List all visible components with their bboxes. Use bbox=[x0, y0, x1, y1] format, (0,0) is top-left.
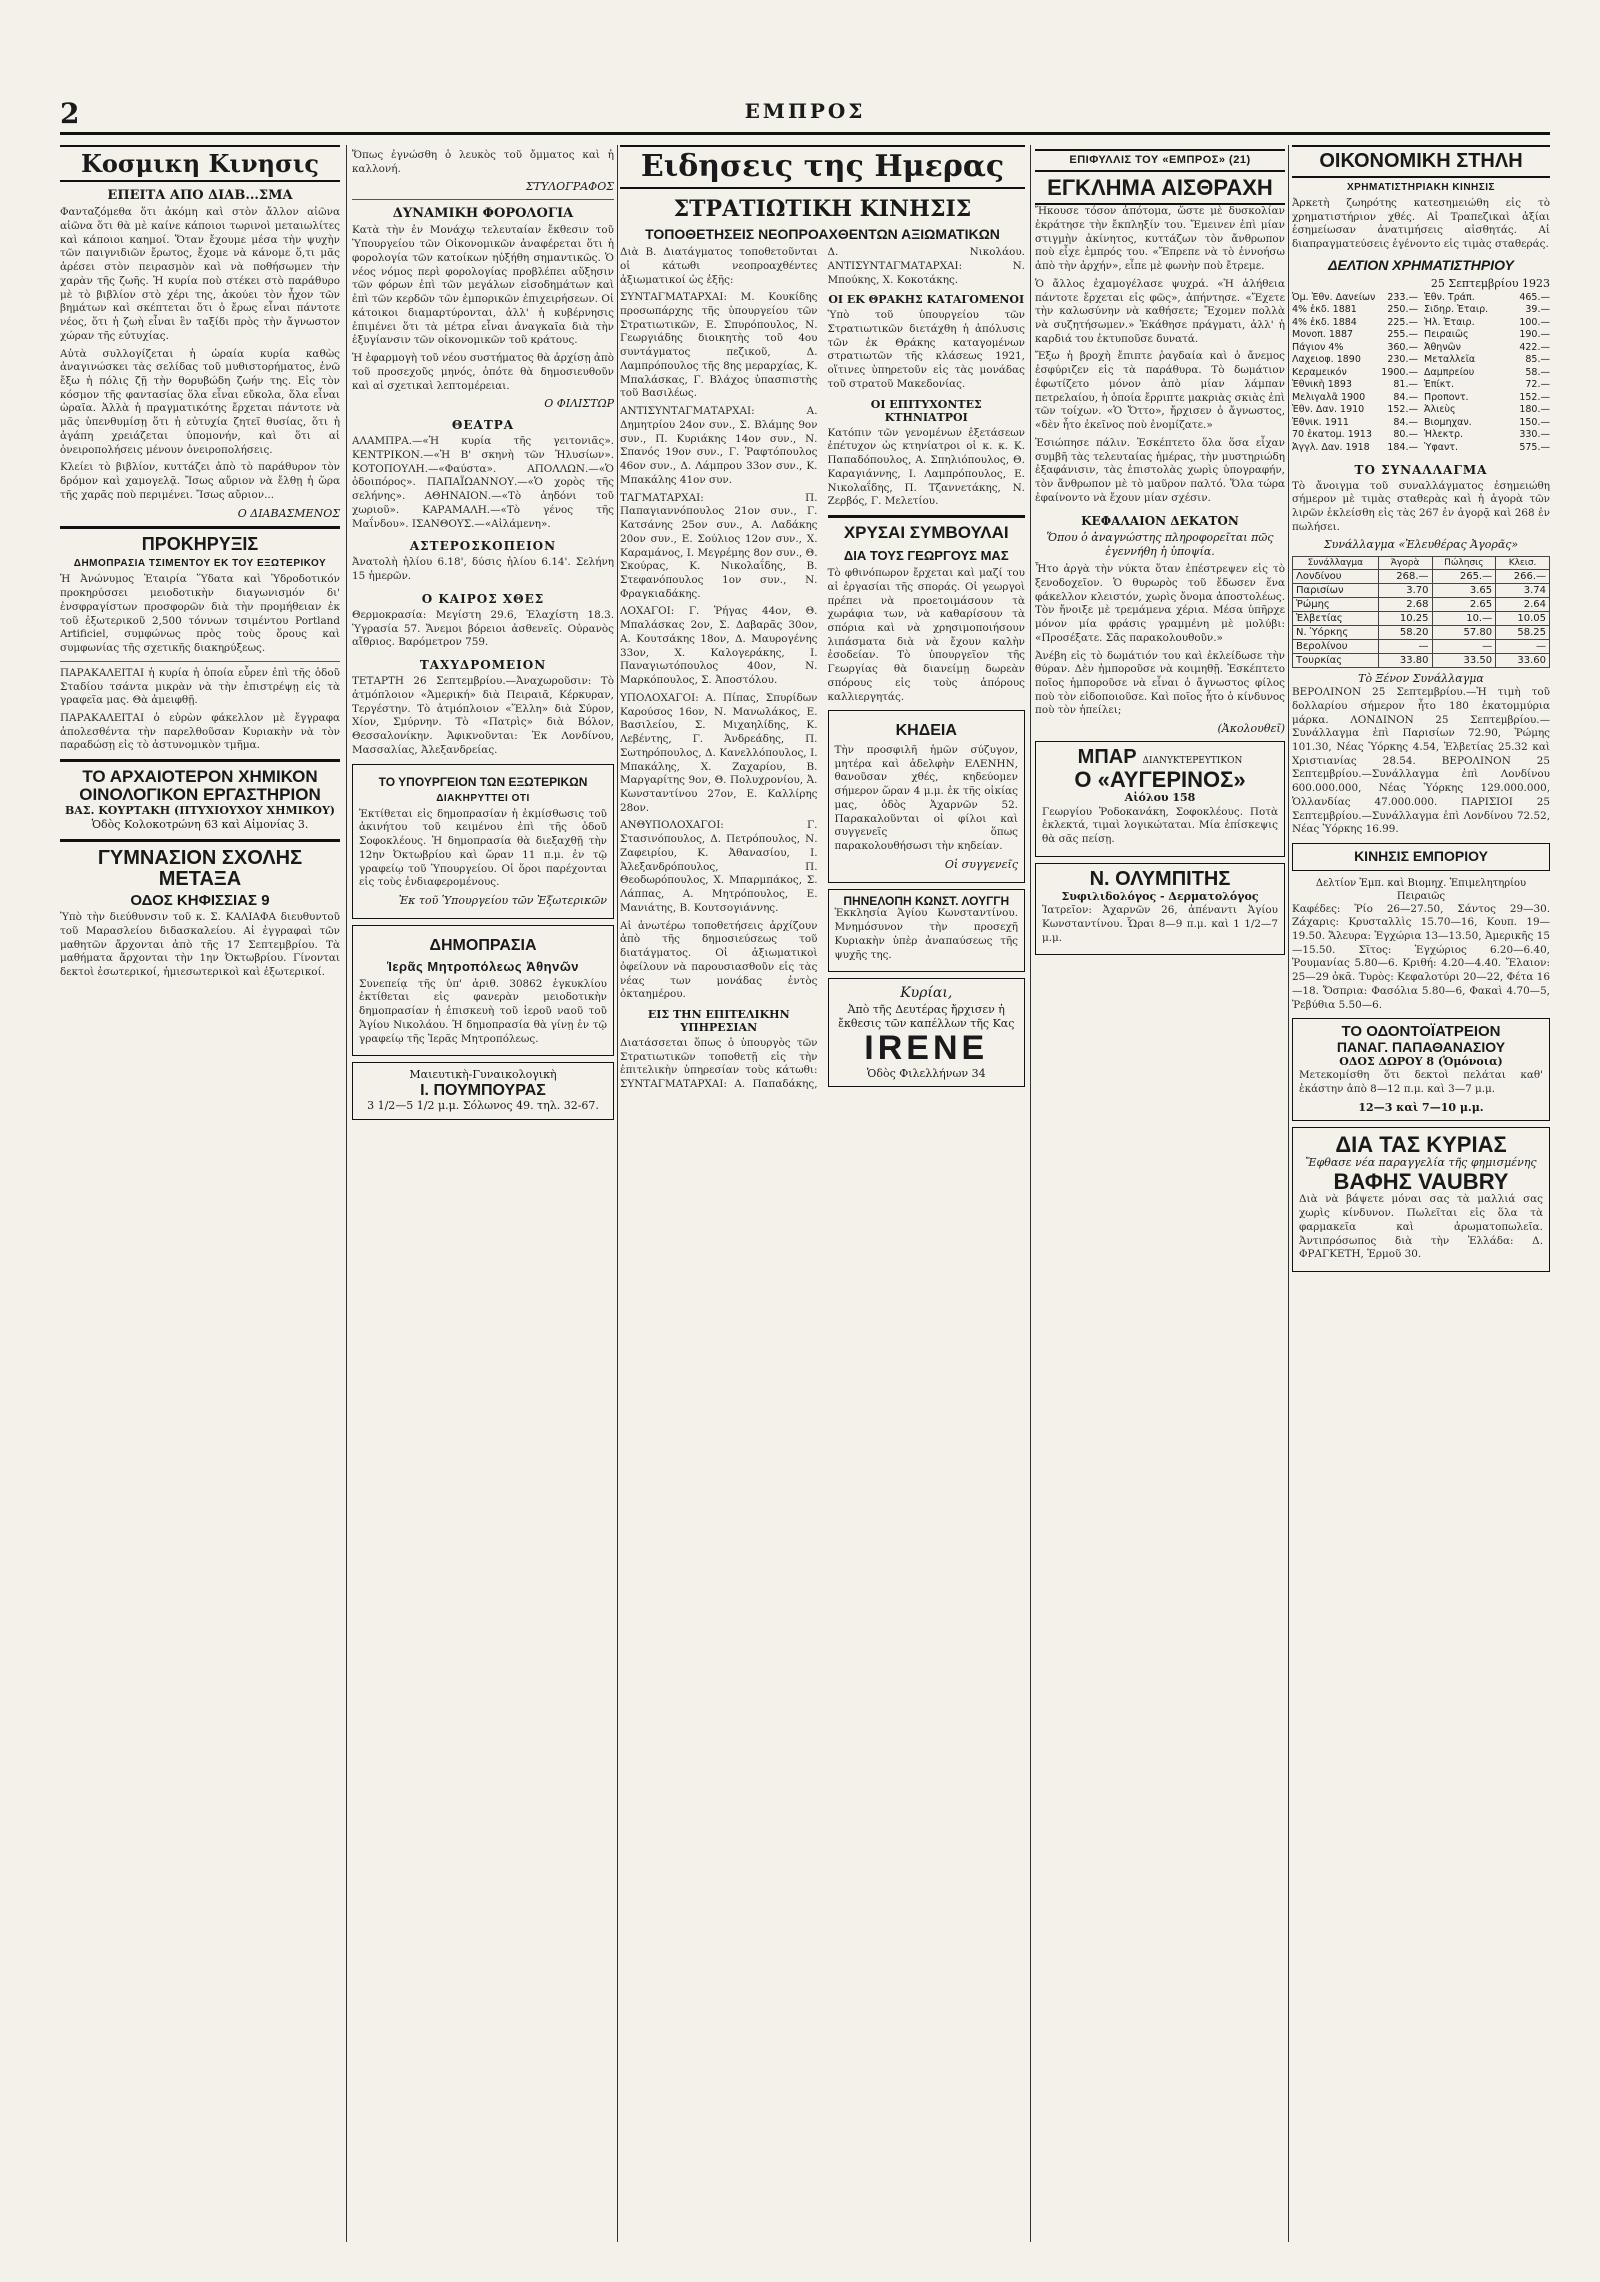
divider bbox=[60, 526, 340, 529]
quote-name: Πειραιῶς bbox=[1424, 329, 1469, 341]
bar-ad-address: Αἰόλου 158 bbox=[1124, 791, 1196, 805]
rates-body bbox=[1293, 569, 1550, 667]
quote-row bbox=[1424, 329, 1550, 342]
quote-name: Δαμπρείου bbox=[1424, 366, 1475, 378]
column-social bbox=[60, 145, 340, 2242]
serial-paragraph: Ἀνέβη εἰς τὸ δωμάτιόν του καὶ ἐκλείδωσε τὴν θύραν. Δὲν ἠμποροῦσε νὰ κοιμηθῇ. Ἐσκέπτετο ποῖος ἠμποροῦσε νὰ εἶναι ὁ ἄγνωστος φίλος ποὺ τὸν εἰδοποιοῦσε. Καὶ ποῖος ἦτο ὁ κίνδυνος ποὺ τὸν ἠπείλει; bbox=[1035, 649, 1285, 717]
quote-name: Ἐθν. Δαν. 1910 bbox=[1292, 404, 1365, 416]
tax-body: Ἡ ἐφαρμογὴ τοῦ νέου συστήματος θὰ ἀρχίσῃ ἀπὸ τοῦ προσεχοῦς μηνός, ὁπότε θὰ δημοσιευθοῦν καὶ αἱ σχετικαὶ λεπτομέρειαι. bbox=[352, 352, 614, 392]
rates-cell: — bbox=[1496, 639, 1550, 653]
observatory-body: Ἀνατολὴ ἡλίου 6.18', δύσις ἡλίου 6.14'. Σελήνη 15 ἡμερῶν. bbox=[352, 556, 614, 583]
quote-row bbox=[1424, 342, 1550, 355]
quote-value: 100.— bbox=[1519, 316, 1550, 328]
quote-value: 233.— bbox=[1387, 291, 1418, 303]
rates-cell: 3.65 bbox=[1432, 583, 1496, 597]
quote-row bbox=[1424, 379, 1550, 392]
column-serial bbox=[1035, 145, 1285, 2242]
serial-paragraph: Ἐσιώπησε πάλιν. Ἐσκέπτετο ὅλα ὅσα εἶχαν συμβῆ τὰς τελευταίας ἡμέρας, τὴν μυστηριώδη ἐξαφάνισιν, τὰς ἐπιστολὰς χωρὶς ὑπογραφήν, τὸν ἄνθρωπον μὲ τὸ μαῦρον παλτό. Ὅλα τώρα ἐφαίνοντο νὰ ἔχουν μίαν σχέσιν. bbox=[1035, 436, 1285, 504]
economy-subheading: ΧΡΗΜΑΤΙΣΤΗΡΙΑΚΗ ΚΙΝΗΣΙΣ bbox=[1346, 182, 1496, 193]
rates-cell: 10.— bbox=[1432, 611, 1496, 625]
serial-paragraph: Ὁ ἄλλος ἐχαμογέλασε ψυχρά. «Ἡ ἀλήθεια πάντοτε ἔρχεται εἰς φῶς», ἀπήντησε. «Ἔχετε τὴν καλωσύνην νὰ καθήσετε; Ἔχομεν πολλὰ νὰ συζητήσωμεν.» Ἐκάθησε πράγματι, ἀλλ' ἡ καρδιά του ἐκτυποῦσε δυνατά. bbox=[1035, 277, 1285, 345]
rates-row bbox=[1293, 569, 1550, 583]
quote-row bbox=[1424, 404, 1550, 417]
news-paragraph: Διὰ Β. Διατάγματος τοποθετοῦνται οἱ κάτωθι νεοπροαχθέντες ἀξιωματικοί ὡς ἑξῆς: bbox=[620, 246, 818, 286]
quote-value: 360.— bbox=[1387, 341, 1418, 353]
quote-value: 184.— bbox=[1387, 442, 1418, 453]
quote-value: 81.— bbox=[1393, 379, 1418, 391]
irene-ad bbox=[828, 978, 1026, 1087]
quote-name: Προποντ. bbox=[1424, 391, 1469, 403]
quote-value: 152.— bbox=[1387, 404, 1418, 416]
news-subheading: ΕΙΣ ΤΗΝ ΕΠΙΤΕΛΙΚΗΝ ΥΠΗΡΕΣΙΑΝ bbox=[647, 1008, 790, 1034]
news-paragraph: ΑΝΤΙΣΥΝΤΑΓΜΑΤΑΡΧΑΙ: Α. Δημητρίου 24ον συν., Σ. Βλάμης 9ον συν., Π. Κυριάκης 14ον συν., Ν. Σπανός 19ον συν., Γ. Ῥαφτόπουλος 46ον συν., Δ. Λάμπρου 33ον συν., Κ. Μπακάλης 41ον συν. bbox=[620, 405, 818, 486]
clinic-ad-name: Ι. ΠΟΥΜΠΟΥΡΑΣ bbox=[420, 1081, 546, 1099]
quote-row bbox=[1292, 304, 1418, 317]
bar-ad-subtitle: ΔΙΑΝΥΚΤΕΡΕΥΤΙΚΟΝ bbox=[1142, 756, 1243, 767]
rates-cell: 10.25 bbox=[1378, 611, 1432, 625]
rates-cell: 2.68 bbox=[1378, 597, 1432, 611]
news-paragraph: ΥΠΟΛΟΧΑΓΟΙ: Α. Πίπας, Σπυρίδων Καρούσος 16ον, Ν. Μανωλάκος, Ε. Βασιλείου, Σ. Μιχαηλίδης, Κ. Λεβέντης, Γ. Ἀνδρεάδης, Π. Σωτηρόπουλος, Δ. Κανελλόπουλος, Ι. Μπακάλης, Χ. Ζαχαρίου, Β. Μαργαρίτης 9ον, Θ. Πολυχρονίου, Ἀ. Κωνσταντίνου 27ον, Ε. Καλλίρης 28ον. bbox=[620, 691, 818, 814]
lost-notice: ΠΑΡΑΚΑΛΕΙΤΑΙ ὁ εὑρὼν φάκελλον μὲ ἔγγραφα ἀπολεσθέντα τὴν παρελθοῦσαν Κυριακὴν νὰ τὸν παραδώσῃ εἰς τὸ ἀστυνομικὸν τμῆμα. bbox=[60, 712, 340, 752]
weather-heading: Ο ΚΑΙΡΟΣ ΧΘΕΣ bbox=[421, 591, 545, 606]
lost-notice: ΠΑΡΑΚΑΛΕΙΤΑΙ ἡ κυρία ἡ ὁποία εὗρεν ἐπὶ τῆς ὁδοῦ Σταδίου τσάντα μικρὰν νὰ τὴν ἐπιστρέψῃ εἰς τὰ γραφεῖα μας. Θὰ ἀμειφθῇ. bbox=[60, 666, 340, 707]
post-heading: ΤΑΧΥΔΡΟΜΕΙΟΝ bbox=[419, 658, 547, 673]
rates-table bbox=[1292, 556, 1550, 668]
divider bbox=[60, 661, 340, 662]
quote-row bbox=[1424, 292, 1550, 305]
rates-cell: Βερολίνου bbox=[1293, 639, 1379, 653]
quote-row bbox=[1424, 317, 1550, 330]
dental-ad bbox=[1292, 1018, 1550, 1121]
commerce-body: Καφέδες: Ῥίο 26—27.50, Σάντος 29—30. Ζάχαρις: Κρυσταλλὶς 15.70—16, Κουπ. 19—19.50. Ἄλευρα: Ἐγχώρια 13—13.50, Ἀμερικῆς 15—15.50. Σῖτος: Ἐγχώριος 6.20—6.40, Ῥουμανίας 5.80—6. Κριθή: 4.20—4.40. Ἔλαιον: 25—29 ὀκᾶ. Τυρὸς: Κεφαλοτύρι 20—22, Φέτα 16—18. Ὄσπρια: Φασόλια 5.80—6, Φακαὶ 4.70—5, Ῥεβύθια 5.50—6. bbox=[1292, 902, 1550, 1011]
rates-cell: Ν. Ὑόρκης bbox=[1293, 625, 1379, 639]
news-paragraph: Ὑπὸ τοῦ ὑπουργείου τῶν Στρατιωτικῶν διετάχθη ἡ ἀπόλυσις τῶν ἐκ Θράκης καταγομένων στρατιωτῶν τῆς κλάσεως 1921, οἵτινες ὑπηρετοῦν εἰς τὰς μονάδας τοῦ στρατοῦ Μακεδονίας. bbox=[827, 309, 1025, 390]
rates-cell: 2.64 bbox=[1496, 597, 1550, 611]
masthead bbox=[60, 95, 1550, 135]
quote-name: Πάγιον 4% bbox=[1292, 341, 1344, 353]
column-news bbox=[620, 145, 1025, 2242]
memorial-notice bbox=[828, 889, 1026, 973]
notice-heading: ΠΡΟΚΗΡΥΞΙΣ bbox=[141, 533, 259, 554]
quote-name: Ὀμ. Ἐθν. Δανείων bbox=[1292, 291, 1376, 303]
bar-ad-title: Ο «ΑΥΓΕΡΙΝΟΣ» bbox=[1074, 767, 1246, 793]
clinic-ad-title: Μαιευτικὴ-Γυναικολογικὴ bbox=[409, 1068, 557, 1082]
tax-body: Κατὰ τὴν ἐν Μονάχῳ τελευταίαν ἔκθεσιν τοῦ Ὑπουργείου τῶν Οἰκονομικῶν ἀναφέρεται ὅτι ἡ φορολογία τῶν κατοίκων ηὐξήθη σημαντικῶς. Ὁ νέος νόμος περὶ φορολογίας προβλέπει αὔξησιν τῶν φόρων ἐπὶ τῶν μεγάλων εἰσοδημάτων καὶ ἐπὶ τῶν κερδῶν τῶν ἐμπορικῶν ἐπιχειρήσεων. Οἱ κάτοικοι διαμαρτύρονται, ἀλλ' ἡ κυβέρνησις ἐπιμένει ὅτι τὰ μέτρα εἶναι ἀναγκαῖα διὰ τὴν ἐξυγίανσιν τῶν οἰκονομικῶν τοῦ κράτους. bbox=[352, 224, 614, 347]
quote-row bbox=[1292, 367, 1418, 380]
story-signature: ΣΤΥΛΟΓΡΑΦΟΣ bbox=[525, 180, 614, 194]
serial-paragraph: Ἔξω ἡ βροχὴ ἔπιπτε ῥαγδαία καὶ ὁ ἄνεμος ἐσφύριζεν εἰς τὰ παράθυρα. Τὸ δωμάτιον ἐφωτίζετο μόνον ἀπὸ μίαν λάμπαν πετρελαίου, ἡ ὁποία ἔρριπτε μακριὰς σκιὰς ἐπὶ τῶν τοίχων. «Ὁ Ὄττο», ἤρχισεν ὁ ἄγνωστος, «δὲν ἦτο ἐκεῖνος ποὺ ἐνομίζατε.» bbox=[1035, 350, 1285, 432]
rates-cell: 268.— bbox=[1378, 569, 1432, 583]
quote-value: 465.— bbox=[1519, 291, 1550, 303]
doctor-ad-specialty: Συφιλιδολόγος - Δερματολόγος bbox=[1061, 889, 1259, 903]
quote-name: Ἡλ. Ἑταιρ. bbox=[1424, 316, 1475, 328]
quote-value: 152.— bbox=[1519, 391, 1550, 403]
quote-row bbox=[1292, 317, 1418, 330]
school-ad-title: ΓΥΜΝΑΣΙΟΝ ΣΧΟΛΗΣ ΜΕΤΑΞΑ bbox=[97, 846, 303, 890]
quote-name: 70 ἑκατομ. 1913 bbox=[1292, 429, 1372, 441]
clinic-ad-hours: 3 1/2—5 1/2 μ.μ. Σόλωνος 49. τηλ. 32-67. bbox=[367, 1099, 599, 1113]
news-subheading: ΟΙ ΕΚ ΘΡΑΚΗΣ ΚΑΤΑΓΟΜΕΝΟΙ bbox=[828, 293, 1025, 307]
bar-ad-name: ΜΠΑΡ bbox=[1077, 746, 1137, 769]
story-heading: ΕΠΕΙΤΑ ΑΠΟ ΔΙΑΒ...ΣΜΑ bbox=[107, 188, 293, 204]
serial-continued: (Ἀκολουθεῖ) bbox=[1217, 722, 1285, 736]
quote-name: Ἀγγλ. Δαν. 1918 bbox=[1292, 442, 1370, 453]
quote-value: 1900.— bbox=[1381, 366, 1418, 378]
ladies-ad-body: Διὰ νὰ βάψετε μόναι σας τὰ μαλλιά σας χωρὶς κίνδυνον. Πωλεῖται εἰς ὅλα τὰ φαρμακεῖα καὶ ἀρωματοπωλεῖα. Ἀντιπρόσωπος διὰ τὴν Ἑλλάδα: Δ. ΦΡΑΓΚΕΤΗ, Ἑρμοῦ 30. bbox=[1299, 1193, 1543, 1261]
quote-row bbox=[1292, 442, 1418, 455]
irene-ad-name: IRENE bbox=[864, 1029, 989, 1068]
quote-row bbox=[1292, 404, 1418, 417]
shares-list bbox=[1424, 292, 1550, 455]
rates-cell: — bbox=[1378, 639, 1432, 653]
news-headline: ΣΤΡΑΤΙΩΤΙΚΗ ΚΙΝΗΣΙΣ bbox=[673, 195, 972, 222]
foreign-body: ΒΕΡΟΛΙΝΟΝ 25 Σεπτεμβρίου.—Ἡ τιμὴ τοῦ δολλαρίου σήμερον ἦτο 180 ἑκατομμύρια μάρκα. ΛΟΝΔΙΝΟΝ 25 Σεπτεμβρίου.—Συνάλλαγμα ἐπὶ Παρισίων 72.90, Ῥώμης 101.30, Νέας Ὑόρκης 4.54, Ἑλβετίας 25.32 καὶ Χριστιανίας 28.54. ΒΕΡΟΛΙΝΟΝ 25 Σεπτεμβρίου.—Συνάλλαγμα ἐπὶ Λονδίνου 600.000.000, Νέας Ὑόρκης 129.000.000, Ὁλλανδίας 47.000.000. ΠΑΡΙΣΙΟΙ 25 Σεπτεμβρίου.—Συνάλλαγμα ἐπὶ Λονδίνου 72.52, Νέας Ὑόρκης 16.99. bbox=[1292, 686, 1550, 836]
column-misc bbox=[352, 145, 614, 2242]
rates-cell: 58.25 bbox=[1496, 625, 1550, 639]
divider bbox=[60, 759, 340, 762]
quote-row bbox=[1424, 354, 1550, 367]
funeral-body: Τὴν προσφιλῆ ἡμῶν σύζυγον, μητέρα καὶ ἀδελφὴν ΕΛΕΝΗΝ, θανοῦσαν χθές, κηδεύομεν σήμερον ὥραν 4 μ.μ. ἐκ τῆς οἰκίας μας, ὁδὸς Ἀχαρνῶν 52. Παρακαλοῦνται οἱ φίλοι καὶ συγγενεῖς ὅπως παρακολουθήσωσι τὴν κηδείαν. bbox=[834, 744, 1018, 853]
dental-ad-body: Μετεκομίσθη ὅτι δεκτοὶ πελάται καθ' ἑκάστην ἀπὸ 8—12 π.μ. καὶ 3—7 μ.μ. bbox=[1299, 1069, 1543, 1095]
news-paragraph: Κατόπιν τῶν γενομένων ἐξετάσεων ἐπέτυχον ὡς κτηνίατροι οἱ κ. κ. Κ. Παπαδόπουλος, Α. Σπηλιόπουλος, Θ. Καραγιάννης, Ι. Λαμπρόπουλος, Ε. Νικολαΐδης, Π. Τζαννετάκης, Ν. Ζερβός, Γ. Μελετίου. bbox=[827, 426, 1025, 508]
quote-row bbox=[1292, 392, 1418, 405]
rates-cell: 57.80 bbox=[1432, 625, 1496, 639]
quote-name: Ἀθηνῶν bbox=[1424, 341, 1461, 353]
funeral-signature: Οἱ συγγενεῖς bbox=[944, 857, 1018, 871]
rates-cell: 33.60 bbox=[1496, 653, 1550, 667]
chapter-subheading: Ὅπου ὁ ἀναγνώστης πληροφορεῖται πῶς ἐγεννήθη ἡ ὑποψία. bbox=[1046, 530, 1274, 558]
funeral-notice bbox=[828, 710, 1026, 882]
rates-row bbox=[1293, 653, 1550, 667]
lab-ad-owner: ΒΑΣ. ΚΟΥΡΤΑΚΗ (ΠΤΥΧΙΟΥΧΟΥ ΧΗΜΙΚΟΥ) bbox=[64, 803, 336, 817]
irene-ad-intro: Κυρίαι, bbox=[900, 985, 953, 1002]
ladies-ad-subtitle: Ἔφθασε νέα παραγγελία τῆς φημισμένης bbox=[1305, 1156, 1537, 1169]
news-paragraph: ΛΟΧΑΓΟΙ: Γ. Ῥήγας 44ον, Θ. Μπαλάσκας 2ον, Σ. Δαβαρᾶς 30ον, Α. Κουτσάκης 18ον, Δ. Μαυρογένης 33ον, Χ. Καλογεράκης, Ι. Παναγιωτόπουλος 40ον, Ν. Μαρκόπουλος, Σ. Ἀποστόλου. bbox=[620, 605, 818, 687]
story-signature: Ο ΔΙΑΒΑΣΜΕΝΟΣ bbox=[237, 506, 340, 520]
ministry-signature: Ἐκ τοῦ Ὑπουργείου τῶν Ἐξωτερικῶν bbox=[398, 894, 607, 908]
quote-row bbox=[1424, 417, 1550, 430]
quote-value: 72.— bbox=[1525, 379, 1550, 391]
dental-ad-hours: 12—3 καὶ 7—10 μ.μ. bbox=[1358, 1100, 1484, 1114]
theatre-listings: ΑΛΑΜΠΡΑ.—«Ἡ κυρία τῆς γειτονιᾶς». ΚΕΝΤΡΙΚΟΝ.—«Ἡ Β' σκηνὴ τῶν Ἠλυσίων». ΚΟΤΟΠΟΥΛΗ.—«Φαύστα». ΑΠΟΛΛΩΝ.—«Ὁ ὁδοιπόρος». ΠΑΠΑΪΩΑΝΝΟΥ.—«Ὁ χορὸς τῆς σελήνης». ΑΘΗΝΑΙΟΝ.—«Τὸ ἀηδόνι τοῦ χωριοῦ». ΚΑΡΑΜΑΛΗ.—«Τὸ γένος τῆς Μαΐνδου». ΙΣΑΝΘΟΥΣ.—«Αἰλάμενη». bbox=[352, 435, 614, 530]
quote-row bbox=[1424, 392, 1550, 405]
commerce-subheading: Δελτίον Ἐμπ. καὶ Βιομηχ. Ἐπιμελητηρίου Πειραιῶς bbox=[1315, 877, 1527, 902]
rates-column-header: Συνάλλαγμα bbox=[1293, 556, 1379, 569]
quote-row bbox=[1292, 354, 1418, 367]
commerce-box bbox=[1292, 843, 1550, 870]
serial-heading: ΕΠΙΦΥΛΛΙΣ ΤΟΥ «ΕΜΠΡΟΣ» (21) bbox=[1035, 149, 1285, 166]
economy-intro: Ἀρκετὴ ζωηρότης κατεσημειώθη εἰς τὸ χρηματιστήριον χθές. Αἱ Τραπεζικαὶ ἀξίαι ἐσημείωσαν ἀνατιμήσεις αἰσθητάς. Αἱ διαπραγματεύσεις ἐγένοντο εἰς τιμὰς σταθεράς. bbox=[1292, 197, 1550, 251]
serial-paragraph: Ἤκουσε τόσον ἀπότομα, ὥστε μὲ δυσκολίαν ἐκράτησε τὴν ἔκπληξίν του. Ἔμεινεν ἐπὶ μίαν στιγμὴν ἀκίνητος, κυττάζων τὸν ἄνθρωπον ποὺ εἶχε ἐμπρός του. «Ἔπρεπε νὰ τὸ ἐννοήσω ἀπὸ τὴν ἀρχήν», εἶπε μὲ φωνὴν ποὺ ἔτρεμε. bbox=[1035, 205, 1285, 273]
serial-title: ΕΓΚΛΗΜΑ ΑΙΣΘΡΑΧΗ bbox=[1035, 170, 1285, 205]
quote-value: 180.— bbox=[1519, 404, 1550, 416]
quote-name: Μεταλλεῖα bbox=[1424, 354, 1476, 366]
rates-cell: Ἑλβετίας bbox=[1293, 611, 1379, 625]
school-ad-address: ΟΔΟΣ ΚΗΦΙΣΣΙΑΣ 9 bbox=[130, 891, 270, 909]
divider bbox=[352, 199, 614, 200]
column-economy bbox=[1292, 145, 1550, 2242]
rates-cell: 266.— bbox=[1496, 569, 1550, 583]
observatory-heading: ΑΣΤΕΡΟΣΚΟΠΕΙΟΝ bbox=[409, 539, 557, 554]
quote-row bbox=[1292, 379, 1418, 392]
page-number: 2 bbox=[60, 97, 80, 130]
rates-row bbox=[1293, 597, 1550, 611]
rates-cell: Λονδίνου bbox=[1293, 569, 1379, 583]
quote-value: 190.— bbox=[1519, 329, 1550, 341]
ladies-ad bbox=[1292, 1127, 1550, 1272]
quote-name: 4% ἐκδ. 1881 bbox=[1292, 304, 1357, 316]
news-subheading: ΟΙ ΕΠΙΤΥΧΟΝΤΕΣ ΚΤΗΝΙΑΤΡΟΙ bbox=[870, 397, 982, 424]
divider bbox=[828, 515, 1026, 518]
quote-name: Λαχειοφ. 1890 bbox=[1292, 354, 1361, 366]
ministry-heading: ΤΟ ΥΠΟΥΡΓΕΙΟΝ ΤΩΝ ΕΞΩΤΕΡΙΚΩΝ bbox=[378, 774, 588, 789]
quote-name: Ἐθν. Τράπ. bbox=[1424, 291, 1475, 303]
quote-row bbox=[1292, 342, 1418, 355]
column-rule bbox=[346, 145, 347, 2242]
quote-name: Ἠλεκτρ. bbox=[1424, 429, 1464, 441]
ministry-body: Ἐκτίθεται εἰς δημοπρασίαν ἡ ἐκμίσθωσις τοῦ ἀκινήτου τοῦ κειμένου ἐπὶ τῆς ὁδοῦ Σοφοκλέους. Ἡ δημοπρασία θὰ διεξαχθῇ τὴν 12ην Ὀκτωβρίου καὶ ὥραν 11 π.μ. ἐν τῷ γραφείῳ τοῦ Ὑπουργείου. Οἱ ὅροι παρέχονται εἰς τοὺς ἐνδιαφερομένους. bbox=[359, 807, 607, 889]
memorial-name: ΠΗΝΕΛΟΠΗ ΚΩΝΣΤ. ΛΟΥΓΓΗ bbox=[843, 893, 1010, 908]
quote-value: 250.— bbox=[1387, 304, 1418, 316]
rates-row bbox=[1293, 639, 1550, 653]
rates-cell: 3.70 bbox=[1378, 583, 1432, 597]
auction-notice bbox=[352, 925, 614, 1056]
quote-value: 84.— bbox=[1393, 416, 1418, 428]
rates-column-header: Πώλησις bbox=[1432, 556, 1496, 569]
commerce-heading: ΚΙΝΗΣΙΣ ΕΜΠΟΡΙΟΥ bbox=[1354, 848, 1488, 865]
news-paragraph: ΣΥΝΤΑΓΜΑΤΑΡΧΑΙ: Μ. Κουκίδης προσωπάρχης τῆς ὑπουργείου τῶν Στρατιωτικῶν, Ε. Σπυρόπουλος, Ν. Γεωργιάδης διοικητὴς τοῦ 4ου συντάγματος πεζικοῦ, Δ. Λαμπρόπουλος τῆς 8ης μεραρχίας, Κ. Μπαλάσκας, Γ. Βλάχος ὑπασπιστὴς τοῦ Βασιλέως. bbox=[620, 291, 818, 400]
story-paragraph: Φανταζόμεθα ὅτι ἀκόμη καὶ στὸν ἄλλον αἰῶνα αἰῶνα ὅτι θὰ μὲ καίνε κάποιοι τωρινοὶ μεταιωλίτες καὶ κάποιοι καημοί. Ὅταν ἔχουμε μέσα τὴν ψυχὴν τῶν παιγνιδιῶν ἔρωτος, ἔχομε νὰ κάνομε ὅ,τι μᾶς ἀρέσει στὸν πειρασμὸν καὶ νὰ ποθήσωμεν τὴν χαρὰν τῆς ζωῆς. Ἡ κυρία ποὺ στέκει στὸ παράθυρο μὲ τὸ βιβλίον στὸ χέρι της, ἀκούει τὸν ἦχον τῶν βημάτων καὶ σκέπτεται ὅτι ὁ ἔρως εἶναι πάντοτε νέος, ὅτι ἡ ζωὴ εἶναι ἓν ταξίδι πρὸς τὴν ἄγνωστον χώραν τῆς εὐτυχίας. bbox=[60, 206, 340, 342]
bulletin-date: 25 Σεπτεμβρίου 1923 bbox=[1430, 277, 1550, 291]
chapter-heading: ΚΕΦΑΛΑΙΟΝ ΔΕΚΑΤΟΝ bbox=[1081, 513, 1239, 528]
rates-cell: Τουρκίας bbox=[1293, 653, 1379, 667]
irene-ad-text: Ἀπὸ τῆς Δευτέρας ἤρχισεν ἡ ἔκθεσις τῶν καπέλλων τῆς Κας bbox=[838, 1002, 1015, 1030]
weather-body: Θερμοκρασία: Μεγίστη 29.6, Ἐλαχίστη 18.3. Ὑγρασία 57. Ἄνεμοι βόρειοι ἀσθενεῖς. Οὐρανὸς αἴθριος. Βαρόμετρον 759. bbox=[352, 608, 614, 649]
rates-row bbox=[1293, 611, 1550, 625]
lab-ad-address: Ὁδὸς Κολοκοτρώνη 63 καὶ Αἰμονίας 3. bbox=[91, 818, 309, 832]
bar-ad bbox=[1035, 741, 1285, 857]
column-rule bbox=[1288, 145, 1289, 2242]
school-ad-body: Ὑπὸ τὴν διεύθυνσιν τοῦ κ. Σ. ΚΑΛΙΑΦΑ διευθυντοῦ τοῦ Μαρασλείου διδασκαλείου. Αἱ ἐγγραφαὶ τῶν μαθητῶν ἄρχονται ἀπὸ τῆς 17 Σεπτεμβρίου. Τὰ μαθήματα ἄρχονται τὴν 1ην Ὀκτωβρίου. Γίνονται δεκτοὶ ἐσωτερικοί, ἡμιεσωτερικοὶ καὶ ἐξωτερικοί. bbox=[60, 911, 340, 979]
auction-body: Συνεπείᾳ τῆς ὑπ' ἀριθ. 30862 ἐγκυκλίου ἐκτίθεται εἰς φανερὰν μειοδοτικὴν δημοπρασίαν ἡ ἐπισκευὴ τοῦ ἱεροῦ ναοῦ τοῦ Ἁγίου Νικολάου. Ἡ δημοπρασία θὰ γίνῃ ἐν τῷ γραφείῳ τῆς Ἱερᾶς Μητροπόλεως. bbox=[359, 977, 607, 1045]
quote-value: 255.— bbox=[1387, 329, 1418, 341]
rates-row bbox=[1293, 625, 1550, 639]
memorial-body: Ἐκκλησία Ἁγίου Κωνσταντίνου. Μνημόσυνον τὴν προσεχῆ Κυριακὴν ὑπὲρ ἀναπαύσεως τῆς ψυχῆς της. bbox=[834, 907, 1018, 961]
quote-value: 225.— bbox=[1387, 316, 1418, 328]
story-paragraph: Αὐτὰ συλλογίζεται ἡ ὡραία κυρία καθὼς ἀναγινώσκει τὰς σελίδας τοῦ μυθιστορήματος, ἐνῶ ἔξω ἡ πόλις ζῇ τὴν θορυβώδη ζωήν της. Εἰς τὸν κόσμον τῆς φαντασίας ὅλα εἶναι εὔκολα, ὅλα εἶναι ὡραῖα. Ἀλλὰ ἡ πραγματικότης ἔρχεται πάντοτε νὰ μᾶς ὑπενθυμίσῃ ὅτι ἡ εὐτυχία ζητεῖ θυσίας, ὅτι ἡ ἀγάπη χρειάζεται ὑπομονήν, καὶ ὅτι αἱ ὀνειροπολήσεις μένουν ὀνειροπολήσεις. bbox=[60, 347, 340, 456]
divider bbox=[60, 839, 340, 842]
story-paragraph: Κλείει τὸ βιβλίον, κυττάζει ἀπὸ τὸ παράθυρον τὸν δρόμον καὶ χαμογελᾷ. Ἴσως αὔριον νὰ ἔλθῃ ἡ ὥρα τῆς χαρᾶς ποὺ περιμένει. Ἴσως αὔριον... bbox=[60, 461, 340, 501]
bar-ad-header bbox=[1042, 747, 1278, 768]
quote-value: 84.— bbox=[1393, 391, 1418, 403]
advice-subheading: ΔΙΑ ΤΟΥΣ ΓΕΩΡΓΟΥΣ ΜΑΣ bbox=[843, 547, 1009, 563]
advice-heading: ΧΡΥΣΑΙ ΣΥΜΒΟΥΛΑΙ bbox=[843, 523, 1009, 543]
quote-value: 58.— bbox=[1525, 366, 1550, 378]
section-title-social: Κοσμικη Κινησις bbox=[60, 145, 340, 182]
quote-name: Ὑφαντ. bbox=[1424, 442, 1459, 453]
quote-value: 422.— bbox=[1519, 341, 1550, 353]
rates-cell: 33.80 bbox=[1378, 653, 1432, 667]
clinic-ad bbox=[352, 1062, 614, 1119]
auction-heading: ΔΗΜΟΠΡΑΣΙΑ bbox=[429, 937, 537, 955]
rates-cell: Ῥώμης bbox=[1293, 597, 1379, 611]
rates-cell: 10.05 bbox=[1496, 611, 1550, 625]
doctor-ad-body: Ἰατρεῖον: Ἀχαρνῶν 26, ἀπέναντι Ἁγίου Κωνσταντίνου. Ὧραι 8—9 π.μ. καὶ 1 1/2—7 μ.μ. bbox=[1042, 904, 1278, 944]
theatre-heading: ΘΕΑΤΡΑ bbox=[451, 418, 515, 433]
ladies-ad-name: ΒΑΦΗΣ VAUBRY bbox=[1333, 1169, 1509, 1195]
rates-cell: 2.65 bbox=[1432, 597, 1496, 611]
lab-ad-title: ΤΟ ΑΡΧΑΙΟΤΕΡΟΝ ΧΗΜΙΚΟΝ ΟΙΝΟΛΟΓΙΚΟΝ ΕΡΓΑΣΤΗΡΙΟΝ bbox=[79, 767, 321, 805]
quote-name: Μονοπ. 1887 bbox=[1292, 329, 1354, 341]
post-body: ΤΕΤΑΡΤΗ 26 Σεπτεμβρίου.—Ἀναχωροῦσιν: Τὸ ἀτμόπλοιον «Ἀμερική» διὰ Πειραιᾶ, Κέρκυραν, Τεργέστην. Τὸ ἀτμόπλοιον «Ἕλλη» διὰ Σύρον, Χίον, Σμύρνην. Τὸ «Πατρὶς» διὰ Βόλον, Θεσσαλονίκην. Ἀφικνοῦνται: Ἐκ Λονδίνου, Μασσαλίας, Ἀλεξανδρείας. bbox=[352, 675, 614, 756]
rates-cell: — bbox=[1432, 639, 1496, 653]
rates-cell: 33.50 bbox=[1432, 653, 1496, 667]
quote-row bbox=[1292, 292, 1418, 305]
column-rule bbox=[1030, 145, 1031, 2242]
foreign-heading: Τὸ Ξένον Συνάλλαγμα bbox=[1358, 671, 1484, 685]
quote-value: 85.— bbox=[1525, 354, 1550, 366]
ministry-subheading: ΔΙΑΚΗΡΥΤΤΕΙ ΟΤΙ bbox=[436, 792, 530, 804]
notice-subheading: ΔΗΜΟΠΡΑΣΙΑ ΤΣΙΜΕΝΤΟΥ ΕΚ ΤΟΥ ΕΞΩΤΕΡΙΚΟΥ bbox=[73, 558, 327, 570]
news-columns bbox=[620, 246, 1025, 1092]
news-paragraph: ΤΑΓΜΑΤΑΡΧΑΙ: Π. Παπαγιαννόπουλος 21ον συν., Γ. Κατσάνης 25ον συν., Α. Λαδάκης 20ον συν., Ε. Σούλιος 12ον συν., Χ. Καραμάνος, Ι. Μεγρέμης 8ον συν., Θ. Σκούρας, Κ. Νικολαΐδης, Β. Στεφανόπουλος 1ον συν., Ν. Φραγκιαδάκης. bbox=[620, 491, 818, 600]
quote-row bbox=[1424, 429, 1550, 442]
dental-ad-title: ΤΟ ΟΔΟΝΤΟΪΑΤΡΕΙΟΝ bbox=[1341, 1023, 1501, 1041]
quote-value: 330.— bbox=[1519, 429, 1550, 441]
auction-subheading: Ἱερᾶς Μητροπόλεως Ἀθηνῶν bbox=[386, 958, 580, 974]
irene-ad-address: Ὁδὸς Φιλελλήνων 34 bbox=[866, 1066, 986, 1080]
quote-row bbox=[1292, 329, 1418, 342]
news-subheadline: ΤΟΠΟΘΕΤΗΣΕΙΣ ΝΕΟΠΡΟΑΧΘΕΝΤΩΝ ΑΞΙΩΜΑΤΙΚΩΝ bbox=[645, 225, 1000, 242]
quote-value: 39.— bbox=[1525, 304, 1550, 316]
story-continuation: Ὅπως ἐγνώσθη ὁ λευκὸς τοῦ ὄμματος καὶ ἡ καλλονή. bbox=[352, 149, 614, 175]
rates-cell: Παρισίων bbox=[1293, 583, 1379, 597]
quote-name: Ἐπίκτ. bbox=[1424, 379, 1455, 391]
quote-name: Ἀλιεὺς bbox=[1424, 404, 1456, 416]
quote-name: Ἐθνικὴ 1893 bbox=[1292, 379, 1352, 391]
quote-row bbox=[1292, 417, 1418, 430]
quote-value: 80.— bbox=[1393, 429, 1418, 441]
rates-header-row bbox=[1293, 556, 1550, 569]
dental-ad-address: ΟΔΟΣ ΔΩΡΟΥ 8 (Ὁμόνοια) bbox=[1339, 1054, 1503, 1068]
quote-row bbox=[1292, 429, 1418, 442]
quote-name: Σιδηρ. Ἑταιρ. bbox=[1424, 304, 1489, 316]
tax-signature: Ο ΦΙΛΙΣΤΩΡ bbox=[544, 397, 614, 411]
rates-cell: 265.— bbox=[1432, 569, 1496, 583]
quote-name: Βιομηχαν. bbox=[1424, 416, 1472, 428]
ministry-notice bbox=[352, 764, 614, 920]
rates-cell: 58.20 bbox=[1378, 625, 1432, 639]
section-title-economy: ΟΙΚΟΝΟΜΙΚΗ ΣΤΗΛΗ bbox=[1292, 145, 1550, 178]
bulletin-heading: ΔΕΛΤΙΟΝ ΧΡΗΜΑΤΙΣΤΗΡΙΟΥ bbox=[1328, 256, 1514, 273]
column-rule bbox=[617, 145, 618, 2242]
quote-value: 575.— bbox=[1519, 442, 1550, 453]
dental-ad-name: ΠΑΝΑΓ. ΠΑΠΑΘΑΝΑΣΙΟΥ bbox=[1336, 1039, 1506, 1056]
advice-body: Τὸ φθινόπωρον ἔρχεται καὶ μαζί του αἱ ἐργασίαι τῆς σποράς. Οἱ γεωργοὶ πρέπει νὰ προετοιμάσουν τὰ χωράφια των, νὰ καθαρίσουν τὰ σπόρια καὶ νὰ χρησιμοποιήσουν λιπάσματα διὰ νὰ ἔχουν καλὴν ἐσοδείαν. Τὸ ὑπουργεῖον τῆς Γεωργίας θὰ διανείμῃ δωρεὰν σπόρους εἰς τοὺς ἀπόρους καλλιεργητάς. bbox=[827, 567, 1025, 703]
rates-column-header: Κλεισ. bbox=[1496, 556, 1550, 569]
bonds-list bbox=[1292, 292, 1418, 455]
exchange-heading: ΤΟ ΣΥΝΑΛΛΑΓΜΑ bbox=[1354, 462, 1488, 477]
quote-row bbox=[1424, 367, 1550, 380]
tax-heading: ΔΥΝΑΜΙΚΗ ΦΟΡΟΛΟΓΙΑ bbox=[392, 206, 574, 222]
quote-row bbox=[1424, 442, 1550, 455]
quote-value: 150.— bbox=[1519, 416, 1550, 428]
bulletin-lists bbox=[1292, 292, 1550, 455]
funeral-heading: ΚΗΔΕΙΑ bbox=[895, 722, 957, 740]
newspaper-title: ΕΜΠΡΟΣ bbox=[744, 99, 866, 123]
quote-name: 4% ἐκδ. 1884 bbox=[1292, 316, 1357, 328]
quote-value: 230.— bbox=[1387, 354, 1418, 366]
rates-heading: Συνάλλαγμα «Ἐλευθέρας Ἀγορᾶς» bbox=[1323, 538, 1519, 552]
news-paragraph: ΑΝΘΥΠΟΛΟΧΑΓΟΙ: Γ. Στασινόπουλος, Δ. Πετρόπουλος, Ν. Ζαφειρίου, Κ. Ἀθανασίου, Ι. Ἀλεξανδρόπουλος, Π. Θεοδωρόπουλος, Χ. Μπαρμπάκος, Σ. Λάππας, Α. Μητρόπουλος, Ε. Μανιάτης, Β. Κουτσογιάννης. bbox=[620, 819, 818, 914]
news-paragraph: Διατάσσεται ὅπως ὁ ὑπουργὸς τῶν Στρατιωτικῶν τοποθετῇ εἰς τὴν ἐπιτελικὴν ὑπηρεσίαν τοὺς κάτωθι: ΣΥΝΤΑΓΜΑΤΑΡΧΑΙ: Α. Παπαδάκης, Δ. Νικολάου. ΑΝΤΙΣΥΝΤΑΓΜΑΤΑΡΧΑΙ: Ν. Μπούκης, Χ. Κοκοτάκης. bbox=[620, 246, 1025, 1091]
doctor-ad bbox=[1035, 863, 1285, 956]
news-paragraph: Αἱ ἀνωτέρω τοποθετήσεις ἀρχίζουν ἀπὸ τῆς δημοσιεύσεως τοῦ διατάγματος. Οἱ ἀξιωματικοὶ ὀφείλουν νὰ παρουσιασθοῦν εἰς τὰς νέας των μονάδας ἐντὸς ὀκταημέρου. bbox=[620, 919, 818, 1001]
rates-column-header: Ἀγορὰ bbox=[1378, 556, 1432, 569]
serial-paragraph: Ἦτο ἀργὰ τὴν νύκτα ὅταν ἐπέστρεψεν εἰς τὸ ξενοδοχεῖον. Ὁ θυρωρὸς τοῦ ἔδωσεν ἕνα φάκελλον κλειστόν, χωρὶς ὄνομα ἀποστολέως. Τὸν ἤνοιξε μὲ τρεμάμενα χέρια. Μέσα ὑπῆρχε μόνον μία φράσις γραμμένη μὲ μολύβι: «Προσέξατε. Σᾶς παρακολουθοῦν.» bbox=[1035, 563, 1285, 644]
quote-name: Ἐθνικ. 1911 bbox=[1292, 416, 1349, 428]
ladies-ad-title: ΔΙΑ ΤΑΣ ΚΥΡΙΑΣ bbox=[1335, 1131, 1507, 1157]
rates-row bbox=[1293, 583, 1550, 597]
doctor-ad-name: Ν. ΟΛΥΜΠΙΤΗΣ bbox=[1089, 867, 1231, 890]
quote-row bbox=[1424, 304, 1550, 317]
exchange-body: Τὸ ἄνοιγμα τοῦ συναλλάγματος ἐσημειώθη σήμερον μὲ τιμὰς σταθερὰς καὶ ἡ ἀγορὰ τῶν λιρῶν ἐκλείσθη εἰς τὰς 267 ἐν ἀγορᾷ καὶ 268 ἐν πωλήσει. bbox=[1292, 479, 1550, 533]
section-title-news: Ειδησεις της Ημερας bbox=[620, 145, 1025, 189]
rates-cell: 3.74 bbox=[1496, 583, 1550, 597]
quote-name: Μελιγαλᾶ 1900 bbox=[1292, 391, 1366, 403]
bar-ad-body: Γεωργίου Ῥοδοκανάκη, Σοφοκλέους. Ποτὰ ἐκλεκτά, τιμαὶ λογικώταται. Μία ἐπίσκεψις θὰ σᾶς πείσῃ. bbox=[1042, 805, 1278, 846]
notice-body: Ἡ Ἀνώνυμος Ἑταιρία Ὕδατα καὶ Ὑδροδοτικόν προκηρύσσει μειοδοτικὴν διαγωνισμόν δι' ἐνσφραγίστων προσφορῶν διὰ τὴν προμήθειαν ἐκ τοῦ ἐξωτερικοῦ 2,500 τόννων τσιμέντου Portland Artificiel, συμφώνως πρὸς τοὺς ὅρους καὶ συμφωνίας τῆς σχετικῆς διακηρύξεως. bbox=[60, 573, 340, 655]
quote-name: Κεραμεικόν bbox=[1292, 366, 1347, 378]
